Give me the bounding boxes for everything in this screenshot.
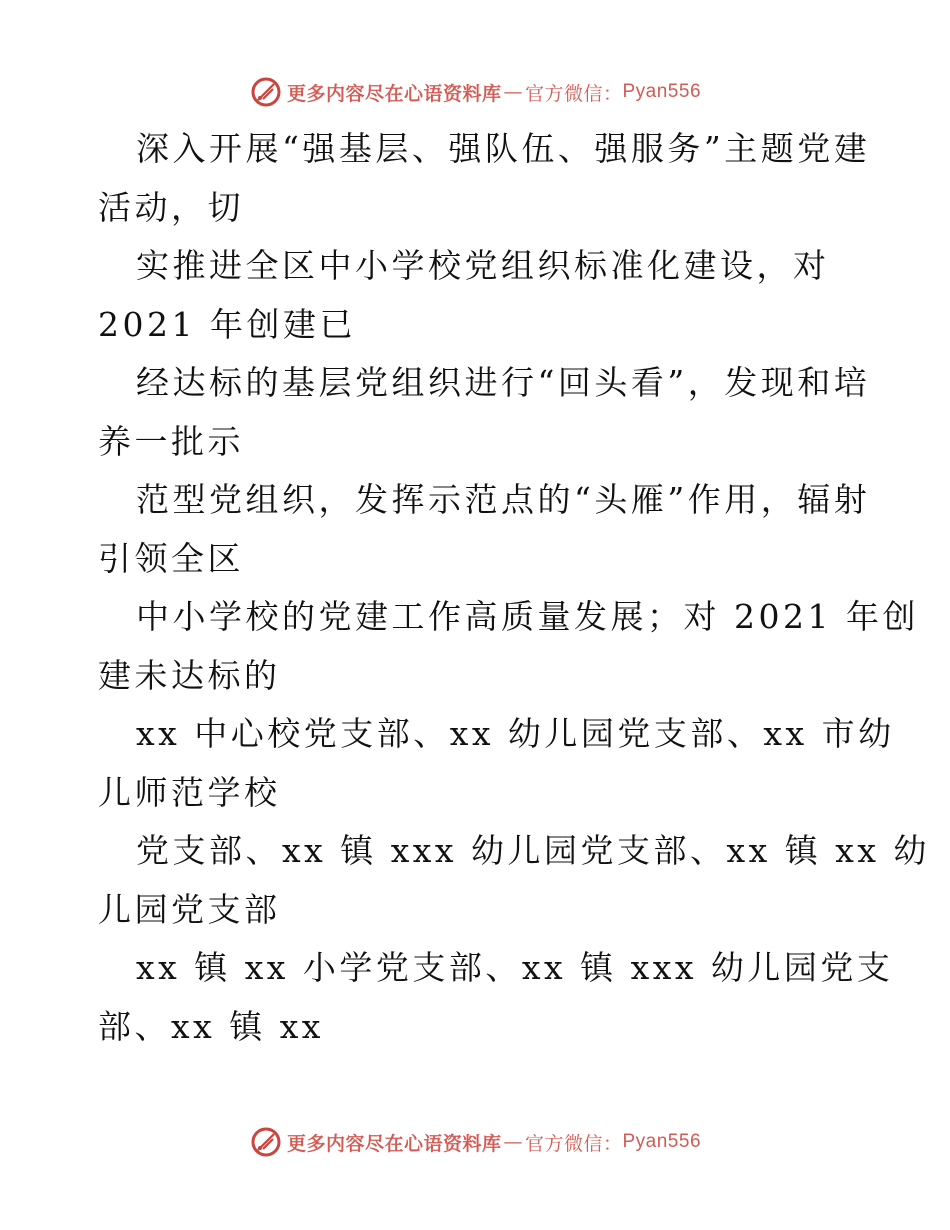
text-line: 范型党组织，发挥示范点的“头雁”作用，辐射	[136, 480, 871, 519]
text-line: 活动，切	[98, 187, 244, 227]
watermark-main-text: 更多内容尽在心语资料库	[286, 1132, 502, 1155]
watermark-main-text: 更多内容尽在心语资料库	[286, 82, 502, 105]
text-line: 经达标的基层党组织进行“回头看”，发现和培	[136, 363, 871, 402]
text-line: 2021 年创建已	[98, 304, 356, 344]
text-line: 深入开展“强基层、强队伍、强服务”主题党建	[136, 129, 871, 168]
text-line: xx 镇 xx 小学党支部、xx 镇 xxx 幼儿园党支	[136, 948, 894, 987]
text-line: 儿师范学校	[98, 772, 281, 812]
watermark-contact-label: 官方微信：	[524, 82, 623, 105]
text-line: 中小学校的党建工作高质量发展；对 2021 年创	[136, 597, 919, 636]
text-line: 实推进全区中小学校党组织标准化建设，对	[136, 246, 830, 285]
watermark-separator: —	[503, 81, 523, 103]
text-line: 引领全区	[98, 538, 244, 578]
text-line: 儿园党支部	[98, 889, 281, 929]
text-line: 党支部、xx 镇 xxx 幼儿园党支部、xx 镇 xx 幼	[136, 831, 930, 870]
document-body	[98, 120, 930, 1056]
quill-logo-icon	[249, 1125, 283, 1159]
header-watermark	[0, 72, 950, 112]
watermark-wechat-id: Pyan556	[622, 1131, 702, 1152]
text-line: 部、xx 镇 xx	[98, 1006, 324, 1046]
text-line: xx 中心校党支部、xx 幼儿园党支部、xx 市幼	[136, 714, 895, 753]
watermark-wechat-id: Pyan556	[622, 81, 702, 102]
footer-watermark	[0, 1122, 950, 1162]
watermark-separator: —	[503, 1131, 523, 1153]
watermark-contact-label: 官方微信：	[524, 1132, 623, 1155]
quill-logo-icon	[249, 75, 283, 109]
text-line: 建未达标的	[98, 655, 281, 695]
text-line: 养一批示	[98, 421, 244, 461]
